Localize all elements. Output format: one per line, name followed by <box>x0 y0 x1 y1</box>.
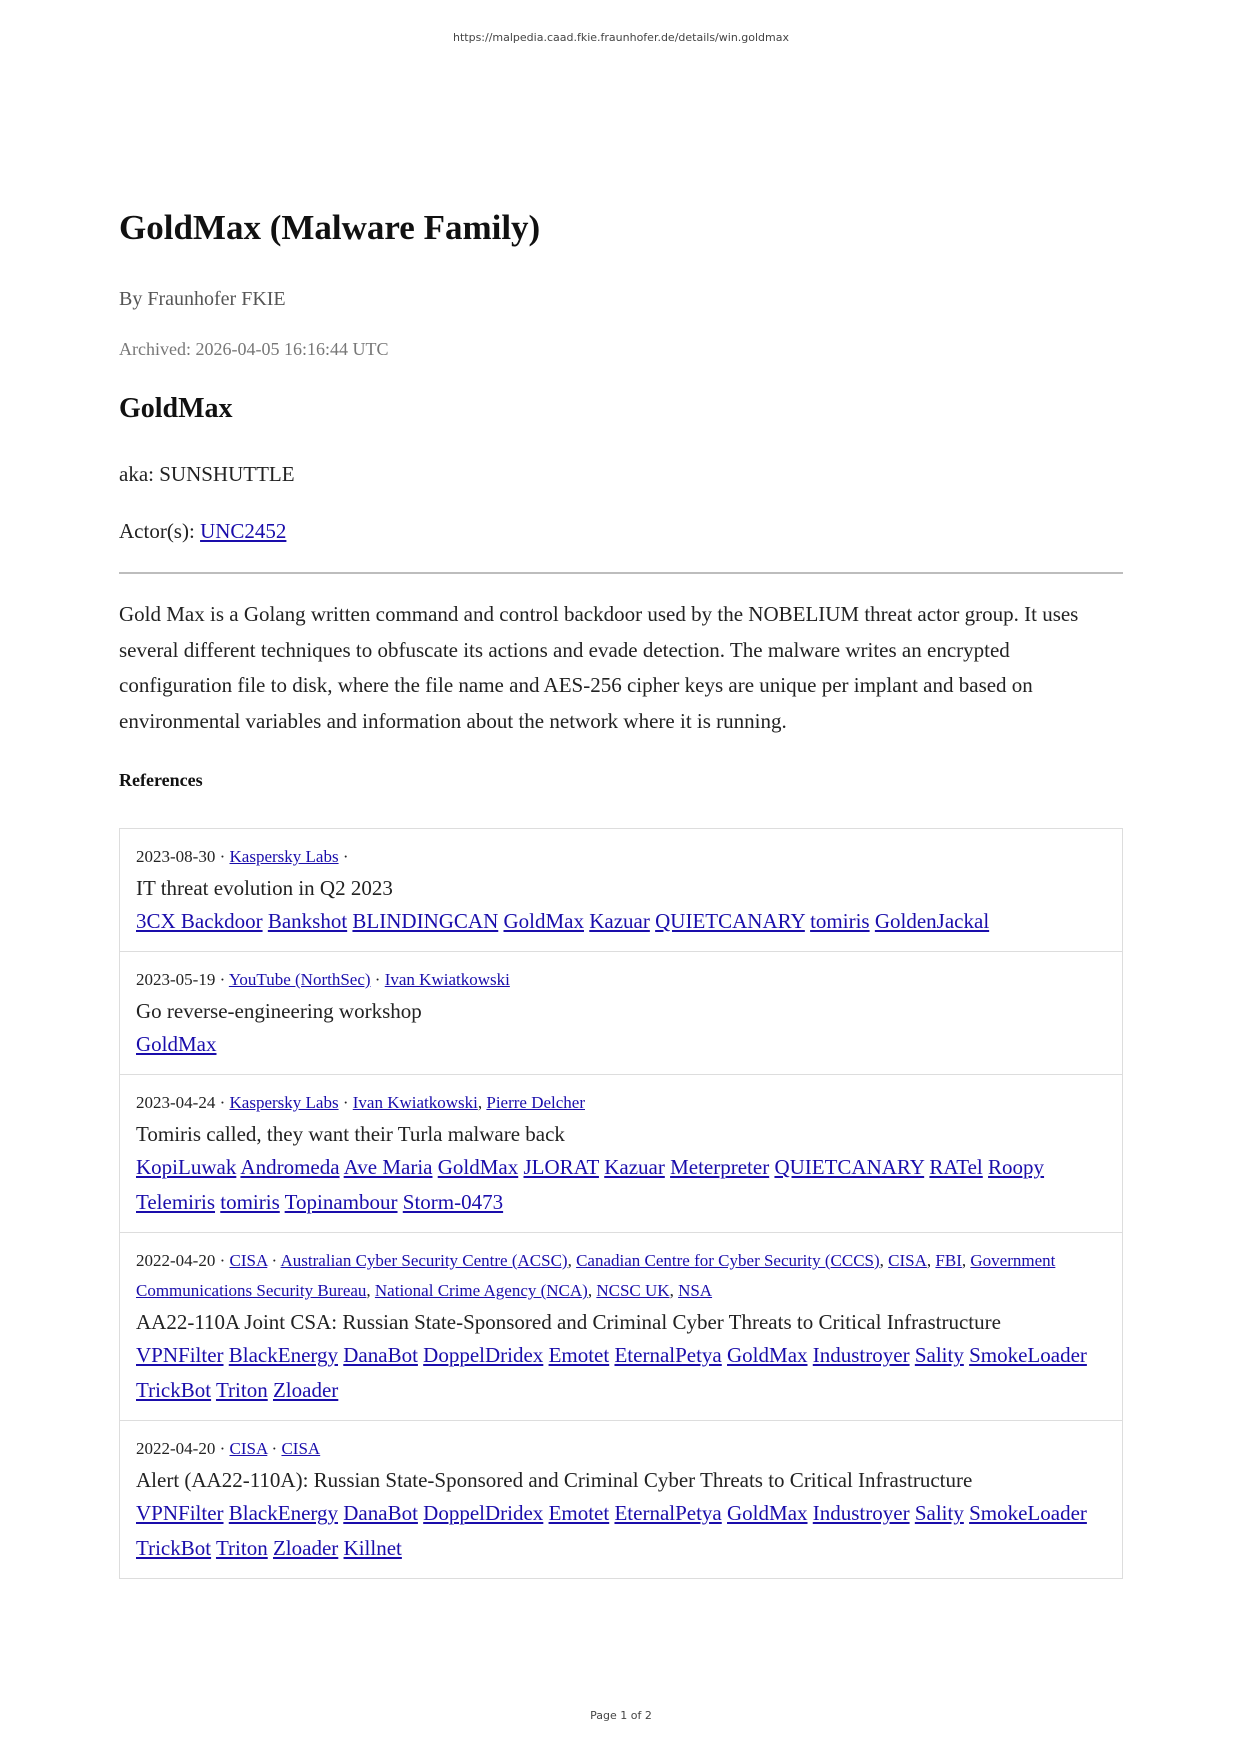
actor-link-unc2452[interactable]: UNC2452 <box>200 519 287 543</box>
reference-author-link[interactable]: Government Communications Security Bureau <box>136 1251 1056 1300</box>
malware-family-link[interactable]: tomiris <box>220 1190 280 1214</box>
reference-source-link[interactable]: YouTube (NorthSec) <box>228 970 371 989</box>
reference-source-link[interactable]: Kaspersky Labs <box>229 847 339 866</box>
reference-families <box>136 1496 1106 1566</box>
references-heading: References <box>119 770 203 790</box>
malware-family-link[interactable]: Industroyer <box>812 1501 910 1525</box>
section-divider <box>119 572 1123 574</box>
reference-author-link[interactable]: CISA <box>888 1251 927 1270</box>
malware-family-link[interactable]: KopiLuwak <box>136 1155 237 1179</box>
reference-title: Tomiris called, they want their Turla malware back <box>136 1122 565 1146</box>
reference-author-link[interactable]: Ivan Kwiatkowski <box>352 1093 478 1112</box>
malware-family-link[interactable]: GoldMax <box>136 1032 217 1056</box>
reference-date: 2023-04-24 <box>136 1093 216 1112</box>
reference-author-link[interactable]: Pierre Delcher <box>486 1093 585 1112</box>
malware-family-link[interactable]: GoldMax <box>437 1155 519 1179</box>
reference-date: 2023-05-19 <box>136 970 216 989</box>
reference-author-link[interactable]: NSA <box>678 1281 713 1300</box>
malware-family-link[interactable]: SmokeLoader <box>969 1343 1087 1367</box>
malware-family-link[interactable]: Sality <box>914 1343 964 1367</box>
malware-family-link[interactable]: TrickBot <box>136 1536 212 1560</box>
malware-family-link[interactable]: EternalPetya <box>614 1343 722 1367</box>
reference-author-link[interactable]: National Crime Agency (NCA) <box>374 1281 588 1300</box>
malware-family-link[interactable]: GoldMax <box>503 909 584 933</box>
reference-source-link[interactable]: CISA <box>229 1251 268 1270</box>
reference-meta: 2023-08-30 · Kaspersky Labs · <box>136 847 349 866</box>
reference-meta: 2022-04-20 · CISA · CISA <box>136 1439 321 1458</box>
reference-item <box>120 952 1122 1075</box>
reference-title: IT threat evolution in Q2 2023 <box>136 876 393 900</box>
reference-families <box>136 1027 1106 1062</box>
malware-family-link[interactable]: QUIETCANARY <box>774 1155 925 1179</box>
reference-item <box>120 1233 1122 1421</box>
reference-author-link[interactable]: Australian Cyber Security Centre (ACSC) <box>280 1251 568 1270</box>
malware-family-link[interactable]: SmokeLoader <box>969 1501 1087 1525</box>
malware-family-link[interactable]: GoldenJackal <box>874 909 990 933</box>
malware-family-link[interactable]: Emotet <box>548 1343 610 1367</box>
malware-family-link[interactable]: Sality <box>914 1501 964 1525</box>
malware-family-link[interactable]: Industroyer <box>812 1343 910 1367</box>
malware-family-link[interactable]: Roopy <box>988 1155 1045 1179</box>
malware-family-link[interactable]: BlackEnergy <box>228 1343 339 1367</box>
reference-author-link[interactable]: CISA <box>281 1439 321 1458</box>
malware-family-link[interactable]: TrickBot <box>136 1378 212 1402</box>
page-number: Page 1 of 2 <box>590 1709 652 1722</box>
reference-title: Go reverse-engineering workshop <box>136 999 422 1023</box>
malware-family-link[interactable]: GoldMax <box>727 1343 808 1367</box>
reference-families <box>136 1150 1106 1220</box>
reference-families <box>136 1338 1106 1408</box>
malware-family-link[interactable]: VPNFilter <box>136 1501 224 1525</box>
malware-family-link[interactable]: 3CX Backdoor <box>136 909 263 933</box>
reference-author-link[interactable]: Ivan Kwiatkowski <box>384 970 510 989</box>
reference-date: 2022-04-20 <box>136 1439 216 1458</box>
reference-author-link[interactable]: FBI <box>935 1251 962 1270</box>
malware-family-link[interactable]: Emotet <box>548 1501 610 1525</box>
reference-meta: 2022-04-20 · CISA · Australian Cyber Security Centre (ACSC), Canadian Centre for Cyber Security (CCCS), CISA, FBI, Government Communications Security Bureau, National Crime Agency (NCA), NCSC UK, NSA <box>136 1251 1056 1300</box>
malware-family-link[interactable]: DanaBot <box>343 1343 418 1367</box>
family-actors <box>119 519 286 544</box>
byline: By Fraunhofer FKIE <box>119 288 286 310</box>
malware-family-link[interactable]: QUIETCANARY <box>655 909 805 933</box>
reference-meta: 2023-04-24 · Kaspersky Labs · Ivan Kwiatkowski, Pierre Delcher <box>136 1093 585 1112</box>
malware-family-link[interactable]: Bankshot <box>267 909 348 933</box>
page-title: GoldMax (Malware Family) <box>119 208 541 247</box>
malware-family-link[interactable]: DoppelDridex <box>423 1501 544 1525</box>
malware-family-link[interactable]: Andromeda <box>240 1155 340 1179</box>
malware-family-link[interactable]: Topinambour <box>284 1190 398 1214</box>
reference-date: 2022-04-20 <box>136 1251 216 1270</box>
reference-author-link[interactable]: Canadian Centre for Cyber Security (CCCS) <box>576 1251 880 1270</box>
reference-item <box>120 1421 1122 1578</box>
malware-family-link[interactable]: Telemiris <box>136 1190 216 1214</box>
archived-timestamp: Archived: 2026-04-05 16:16:44 UTC <box>119 339 389 359</box>
malware-family-link[interactable]: Kazuar <box>589 909 650 933</box>
malware-family-link[interactable]: VPNFilter <box>136 1343 224 1367</box>
reference-item <box>120 829 1122 952</box>
malware-family-link[interactable]: Zloader <box>272 1378 339 1402</box>
malware-family-link[interactable]: GoldMax <box>727 1501 808 1525</box>
malware-family-link[interactable]: BlackEnergy <box>228 1501 339 1525</box>
reference-date: 2023-08-30 <box>136 847 216 866</box>
print-url-header: https://malpedia.caad.fkie.fraunhofer.de/details/win.goldmax <box>452 31 789 44</box>
malware-family-link[interactable]: Kazuar <box>604 1155 665 1179</box>
malware-family-link[interactable]: Killnet <box>343 1536 402 1560</box>
malware-family-link[interactable]: EternalPetya <box>614 1501 722 1525</box>
malware-family-link[interactable]: BLINDINGCAN <box>352 909 499 933</box>
reference-source-link[interactable]: Kaspersky Labs <box>229 1093 339 1112</box>
reference-title: AA22-110A Joint CSA: Russian State-Sponsored and Criminal Cyber Threats to Critical Infrastructure <box>136 1310 1001 1334</box>
reference-title: Alert (AA22-110A): Russian State-Sponsored and Criminal Cyber Threats to Critical Infrastructure <box>136 1468 973 1492</box>
family-aka: aka: SUNSHUTTLE <box>119 462 295 486</box>
malware-family-link[interactable]: RATel <box>929 1155 983 1179</box>
malware-family-link[interactable]: tomiris <box>810 909 870 933</box>
reference-item <box>120 1075 1122 1233</box>
reference-families <box>136 904 1106 939</box>
malware-family-link[interactable]: Ave Maria <box>343 1155 433 1179</box>
malware-family-link[interactable]: Meterpreter <box>670 1155 770 1179</box>
reference-meta: 2023-05-19 · YouTube (NorthSec) · Ivan Kwiatkowski <box>136 970 510 989</box>
malware-family-link[interactable]: JLORAT <box>523 1155 599 1179</box>
malware-family-link[interactable]: Storm-0473 <box>402 1190 504 1214</box>
family-description: Gold Max is a Golang written command and control backdoor used by the NOBELIUM threat actor group. It uses several different techniques to obfuscate its actions and evade detection. The malware writes an encrypted configuration file to disk, where the file name and AES-256 cipher keys are unique per implant and based on environmental variables and information about the network where it is running. <box>119 602 1079 733</box>
malware-family-link[interactable]: Zloader <box>272 1536 339 1560</box>
malware-family-link[interactable]: Triton <box>215 1378 268 1402</box>
malware-family-link[interactable]: Triton <box>215 1536 268 1560</box>
family-name: GoldMax <box>119 393 233 424</box>
malware-family-link[interactable]: DanaBot <box>343 1501 418 1525</box>
references-list <box>119 828 1123 1579</box>
reference-author-link[interactable]: NCSC UK <box>596 1281 670 1300</box>
actors-label: Actor(s): <box>119 519 201 543</box>
malware-family-link[interactable]: DoppelDridex <box>423 1343 544 1367</box>
reference-source-link[interactable]: CISA <box>229 1439 268 1458</box>
